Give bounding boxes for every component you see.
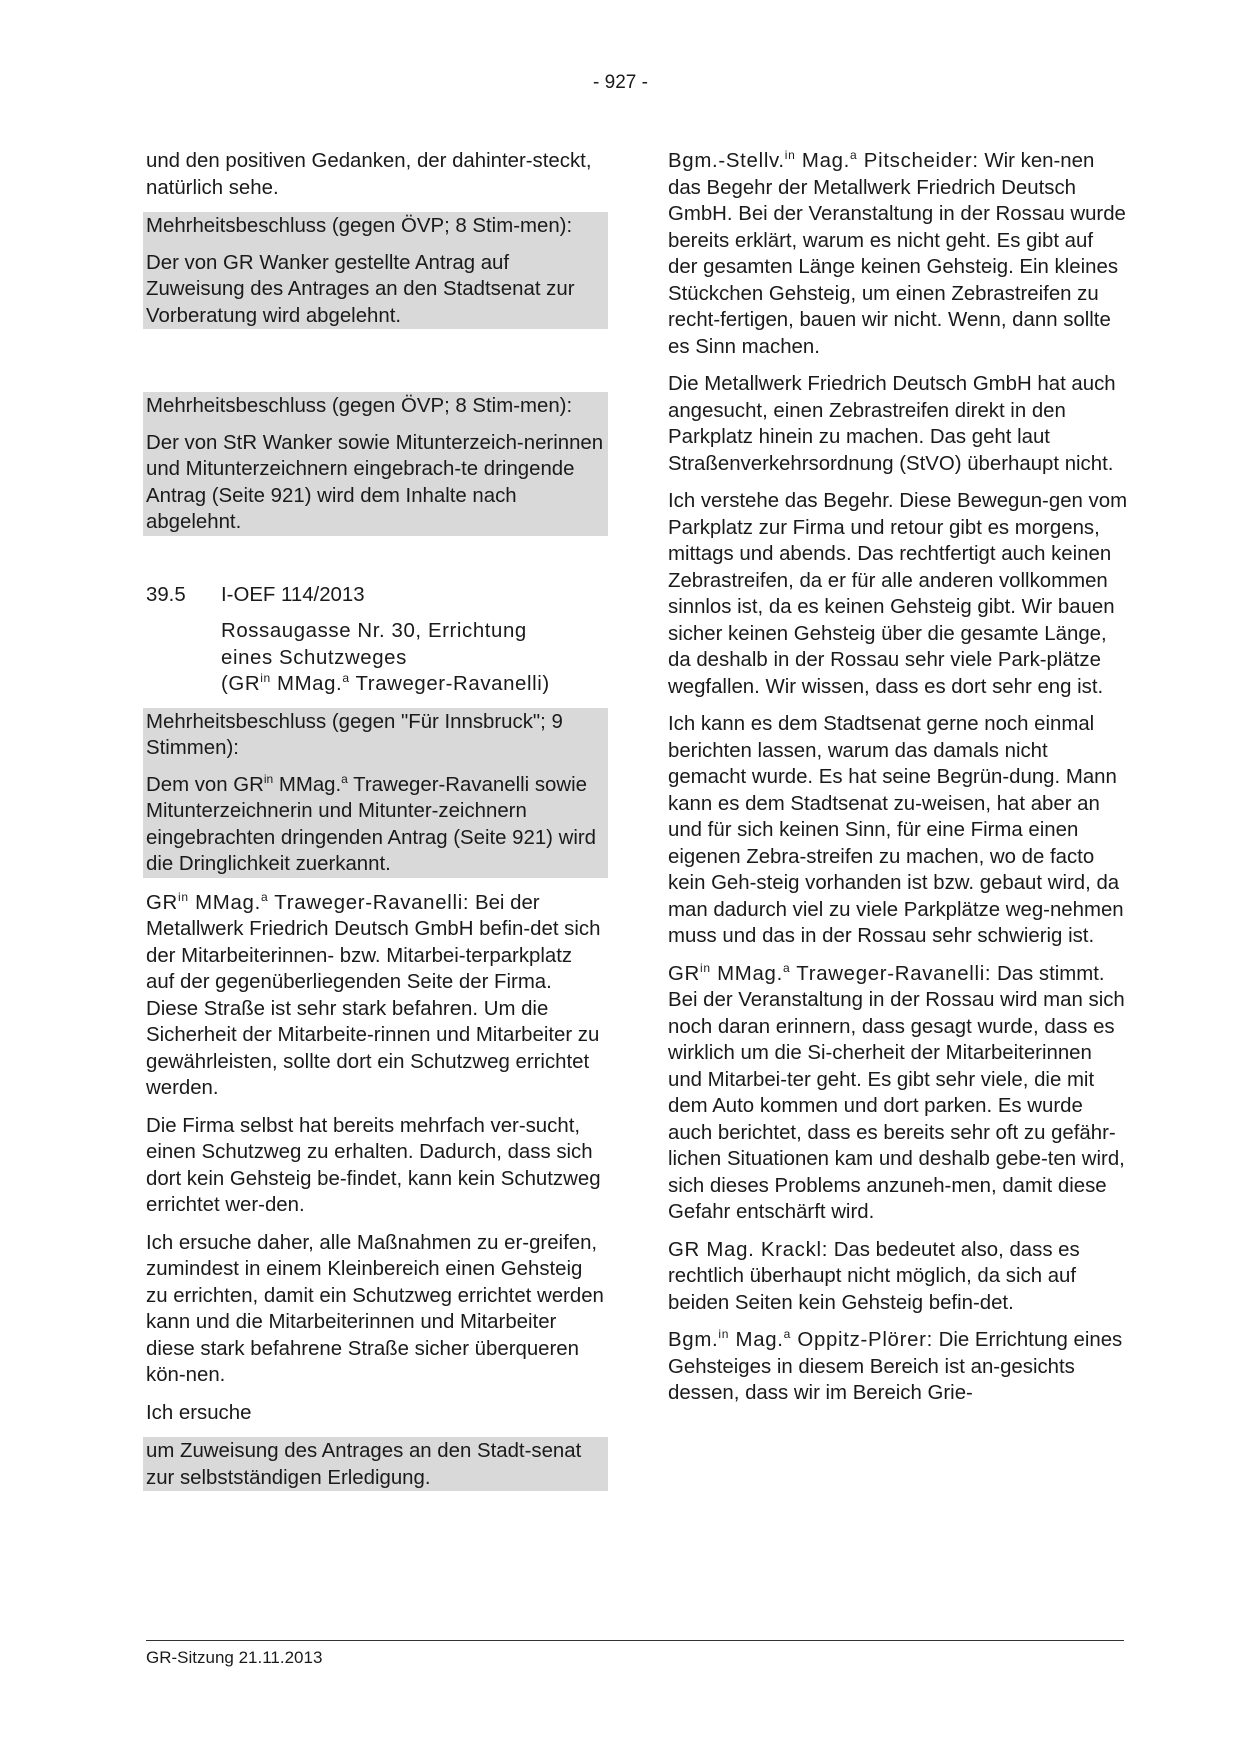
speech-text: Die Errichtung eines Gehsteiges in diesem Bereich ist an-gesichts dessen, dass wir im Bereich Grie- (668, 1329, 1123, 1404)
speech-text: Das bedeutet also, dass es rechtlich überhaupt nicht möglich, da sich auf beiden Seiten kein Gehsteig befin-det. (668, 1238, 1080, 1314)
resolution-text (146, 772, 605, 878)
resolution-heading: Mehrheitsbeschluss (gegen ÖVP; 8 Stim-men): (146, 395, 573, 417)
right-column (668, 148, 1128, 1418)
speech-paragraph: Ich verstehe das Begehr. Diese Bewegun-gen vom Parkplatz zur Firma und retour gibt es morgens, mittags und abends. Das rechtfertigt auch keinen Zebrastreifen, da er für alle anderen vollkommen sinnlos ist, da es keinen Gehsteig gibt. Wir bauen sicher keinen Gehsteig über die gesamte Länge, da deshalb in der Rossau sehr viele Park-plätze wegfallen. Wir wissen, dass es dort sehr eng ist. (668, 490, 1128, 698)
agenda-item-title (221, 618, 605, 698)
resolution-box (143, 392, 608, 536)
title-part: (GR (221, 673, 261, 695)
speech-paragraph (146, 890, 605, 1102)
title-line: Rossaugasse Nr. 30, Errichtung (221, 620, 527, 642)
speech-paragraph: Ich ersuche (146, 1401, 252, 1424)
superscript: in (263, 771, 274, 786)
left-column (146, 148, 605, 1503)
speech-paragraph (668, 1237, 1128, 1317)
speaker-name: Bgm.-Stellv.$^{in}$ Mag.$^a$ Pitscheider: (668, 148, 979, 172)
request-text: um Zuweisung des Antrages an den Stadt-senat zur selbstständigen Erledigung. (146, 1440, 582, 1489)
speech-paragraph: Die Metallwerk Friedrich Deutsch GmbH hat auch angesucht, einen Zebrastreifen direkt in den Parkplatz hinein zu machen. Das geht laut Straßenverkehrsordnung (StVO) überhaupt nicht. (668, 373, 1116, 475)
speech-text: Das stimmt. Bei der Veranstaltung in der Rossau wird man sich noch daran erinnern, dass gesagt wurde, dass es wirklich um die Si-cherheit der Mitarbeiterinnen und Mitarbei-ter geht. Es gibt sehr viele, die mit dem Auto kommen und dort parken. Es wurde auch berichtet, dass es bereits sehr oft zu gefähr-lichen Situationen kam und deshalb gebe-ten wird, sich dieses Problems anzuneh-men, damit diese Gefahr entschärft wird. (668, 962, 1125, 1223)
speech-text: Bei der Metallwerk Friedrich Deutsch GmbH befin-det sich der Mitarbeiterinnen- bzw. Mitarbei-terparkplatz auf der gegenüberliegenden Seite der Firma. Diese Straße ist sehr stark befahren. Um die Sicherheit der Mitarbeite-rinnen und Mitarbeiter zu gewährleisten, sollte dort ein Schutzweg errichtet werden. (146, 891, 601, 1099)
resolution-text: Der von GR Wanker gestellte Antrag auf Zuweisung des Antrages an den Stadtsenat zur Vorberatung wird abgelehnt. (146, 251, 575, 327)
resolution-heading: Mehrheitsbeschluss (gegen ÖVP; 8 Stim-men): (146, 215, 573, 237)
continuation-paragraph: und den positiven Gedanken, der dahinter-steckt, natürlich sehe. (146, 150, 592, 199)
footer-divider (146, 1640, 1124, 1641)
title-line: eines Schutzweges (221, 646, 407, 669)
title-line (221, 671, 605, 698)
text-part: Traweger-Ravanelli sowie Mitunterzeichnerin und Mitunter-zeichnern eingebrachten dringenden Antrag (Seite 921) wird die Dringlichkeit zuerkannt. (146, 773, 597, 875)
page-number: - 927 - (593, 72, 648, 93)
spacer (146, 341, 605, 392)
resolution-text: Der von StR Wanker sowie Mitunterzeich-nerinnen und Mitunterzeichnern eingebrach-te dringende Antrag (Seite 921) wird dem Inhalte nach abgelehnt. (146, 431, 604, 533)
agenda-item-code: I-OEF 114/2013 (221, 583, 365, 606)
superscript: in (260, 671, 271, 685)
speech-paragraph (668, 1327, 1128, 1407)
superscript: a (342, 671, 350, 685)
title-part: Traweger-Ravanelli) (349, 673, 550, 695)
resolution-box (143, 708, 608, 878)
speaker-name: Bgm.$^{in}$ Mag.$^a$ Oppitz-Plörer: (668, 1327, 933, 1351)
request-box (143, 1437, 608, 1491)
speech-paragraph: Ich kann es dem Stadtsenat gerne noch einmal berichten lassen, warum das damals nicht gemacht wurde. Es hat seine Begrün-dung. Mann kann es dem Stadtsenat zu-weisen, hat aber an und für sich keinen Sinn, für eine Firma einen eigenen Zebra-streifen zu machen, wo de facto kein Geh-steig vorhanden ist bzw. gebaut wird, da man dadurch viel zu viele Parkplätze weg-nehmen muss und das in der Rossau sehr schwierig ist. (668, 713, 1124, 947)
speech-paragraph: Die Firma selbst hat bereits mehrfach ver-sucht, einen Schutzweg zu erhalten. Dadurch, dass sich dort kein Gehsteig be-findet, kann kein Schutzweg errichtet wer-den. (146, 1114, 601, 1216)
speech-paragraph (668, 148, 1128, 360)
speaker-name: $GR^{in}$ MMag.$^a$ Traweger-Ravanelli: (668, 960, 992, 985)
speech-paragraph: Ich ersuche daher, alle Maßnahmen zu er-greifen, zumindest in einem Kleinbereich einen Gehsteig zu errichten, damit ein Schutzweg errichtet werden kann und die Mitarbeiterinnen und Mitarbeiter diese stark befahrene Straße sicher überqueren kön-nen. (146, 1231, 604, 1386)
agenda-item-header (146, 582, 605, 609)
text-part: Dem von GR (146, 773, 264, 796)
agenda-item-number: 39.5 (146, 583, 186, 606)
speaker-name: GR Mag. Krackl: (668, 1238, 829, 1261)
resolution-box (143, 212, 608, 329)
text-part: MMag. (273, 773, 342, 796)
resolution-heading: Mehrheitsbeschluss (gegen "Für Innsbruck"; 9 Stimmen): (146, 710, 563, 759)
title-part: MMag. (270, 673, 343, 695)
speech-paragraph (668, 961, 1128, 1226)
superscript: a (341, 771, 348, 786)
speech-text: Wir ken-nen das Begehr der Metallwerk Friedrich Deutsch GmbH. Bei der Veranstaltung in der Rossau wurde bereits erklärt, warum es nicht geht. Es gibt auf der gesamten Länge keinen Gehsteig. Ein kleines Stückchen Gehsteig, um einen Zebrastreifen zu recht-fertigen, bauen wir nicht. Wenn, dann sollte es Sinn machen. (668, 150, 1126, 358)
footer-session-date: GR-Sitzung 21.11.2013 (146, 1648, 323, 1667)
speaker-name: $GR^{in}$ MMag.$^a$ Traweger-Ravanelli: (146, 889, 470, 914)
